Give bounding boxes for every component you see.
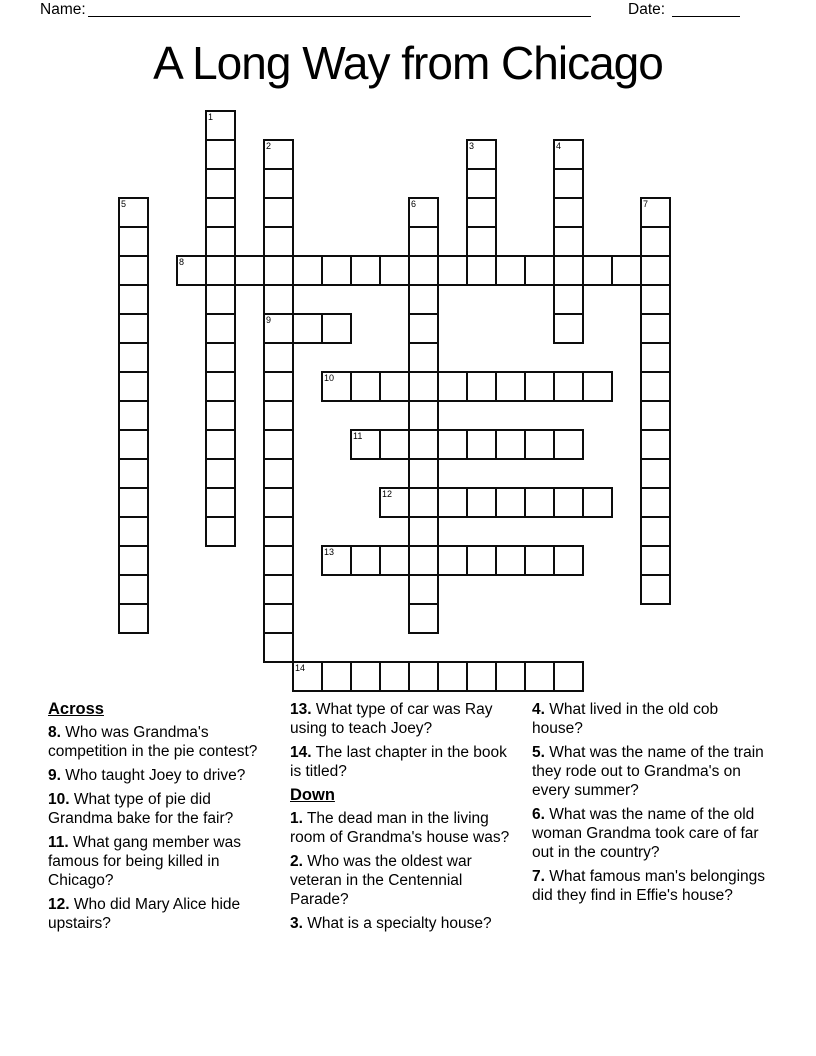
grid-clue-number: 2 [266, 141, 272, 151]
grid-cell[interactable] [350, 371, 381, 402]
grid-cell[interactable] [640, 313, 671, 344]
clue-text: What famous man's belongings did they find in Effie's house? [532, 868, 766, 904]
grid-cell[interactable] [263, 342, 294, 373]
clue-text: The dead man in the living room of Grandma's house was? [290, 810, 510, 846]
clue-item [48, 833, 279, 890]
grid-cell[interactable] [118, 516, 149, 547]
grid-cell[interactable] [640, 226, 671, 257]
grid-clue-number: 13 [324, 547, 335, 557]
grid-clue-number: 6 [411, 199, 417, 209]
grid-cell[interactable] [408, 516, 439, 547]
grid-cell[interactable] [553, 313, 584, 344]
clue-number: 1. [290, 810, 303, 827]
grid-cell[interactable] [495, 371, 526, 402]
down-heading: Down [290, 786, 335, 804]
grid-cell[interactable] [466, 661, 497, 692]
grid-clue-number: 9 [266, 315, 272, 325]
grid-cell[interactable] [408, 342, 439, 373]
grid-clue-number: 5 [121, 199, 127, 209]
grid-cell[interactable] [582, 487, 613, 518]
grid-cell[interactable] [408, 545, 439, 576]
clue-item [532, 743, 770, 800]
grid-cell[interactable] [495, 255, 526, 286]
name-label: Name: [40, 1, 86, 18]
grid-cell[interactable] [408, 429, 439, 460]
grid-cell[interactable] [553, 371, 584, 402]
clues-column-1 [48, 700, 279, 938]
grid-cell[interactable] [118, 371, 149, 402]
grid-cell[interactable] [437, 661, 468, 692]
grid-cell[interactable] [205, 197, 236, 228]
clue-number: 4. [532, 701, 545, 718]
clue-item [532, 700, 770, 738]
grid-cell[interactable] [466, 226, 497, 257]
grid-cell[interactable] [553, 255, 584, 286]
clue-item [48, 895, 279, 933]
grid-clue-number: 8 [179, 257, 185, 267]
grid-cell[interactable] [640, 342, 671, 373]
grid-cell[interactable] [524, 661, 555, 692]
grid-cell[interactable] [640, 574, 671, 605]
grid-cell[interactable] [466, 545, 497, 576]
name-fill-line[interactable] [88, 0, 591, 17]
grid-cell[interactable] [263, 429, 294, 460]
grid-cell[interactable] [205, 429, 236, 460]
grid-cell[interactable] [553, 168, 584, 199]
grid-cell[interactable] [466, 197, 497, 228]
date-fill-line[interactable] [672, 0, 740, 17]
clue-number: 12. [48, 896, 70, 913]
grid-cell[interactable] [466, 429, 497, 460]
clue-text: Who was Grandma's competition in the pie contest? [48, 724, 258, 760]
grid-cell[interactable] [408, 284, 439, 315]
grid-cell[interactable] [524, 545, 555, 576]
grid-cell[interactable] [408, 574, 439, 605]
grid-cell[interactable] [205, 168, 236, 199]
clue-item [290, 914, 516, 933]
grid-cell[interactable] [437, 429, 468, 460]
grid-cell[interactable] [263, 226, 294, 257]
grid-cell[interactable] [640, 371, 671, 402]
grid-cell[interactable] [263, 255, 294, 286]
grid-cell[interactable] [263, 284, 294, 315]
clue-text: What type of pie did Grandma bake for the fair? [48, 791, 234, 827]
grid-cell[interactable] [640, 255, 671, 286]
grid-clue-number: 11 [353, 431, 363, 441]
grid-clue-number: 1 [208, 112, 214, 122]
grid-cell[interactable] [118, 226, 149, 257]
grid-cell[interactable] [437, 371, 468, 402]
grid-cell[interactable] [205, 342, 236, 373]
grid-cell[interactable] [263, 197, 294, 228]
grid-cell[interactable] [205, 487, 236, 518]
grid-cell[interactable] [408, 226, 439, 257]
grid-cell[interactable] [263, 487, 294, 518]
clue-item [48, 790, 279, 828]
grid-cell[interactable] [582, 255, 613, 286]
grid-cell[interactable] [640, 487, 671, 518]
grid-cell[interactable] [263, 400, 294, 431]
clue-text: Who taught Joey to drive? [60, 767, 246, 784]
grid-clue-number: 12 [382, 489, 393, 499]
grid-cell[interactable] [118, 545, 149, 576]
clue-item [290, 809, 516, 847]
grid-cell[interactable] [205, 313, 236, 344]
grid-clue-number: 4 [556, 141, 562, 151]
grid-cell[interactable] [379, 371, 410, 402]
clue-number: 13. [290, 701, 312, 718]
grid-cell[interactable] [553, 429, 584, 460]
clue-item [290, 852, 516, 909]
grid-cell[interactable] [263, 545, 294, 576]
grid-cell[interactable] [466, 255, 497, 286]
clue-number: 8. [48, 724, 61, 741]
grid-cell[interactable] [263, 632, 294, 663]
clue-text: The last chapter in the book is titled? [290, 744, 507, 780]
clue-text: Who was the oldest war veteran in the Centennial Parade? [290, 853, 472, 908]
grid-cell[interactable] [408, 487, 439, 518]
grid-cell[interactable] [466, 371, 497, 402]
date-label: Date: [628, 1, 666, 18]
grid-cell[interactable] [553, 545, 584, 576]
grid-cell[interactable] [118, 429, 149, 460]
grid-cell[interactable] [321, 255, 352, 286]
grid-cell[interactable] [205, 226, 236, 257]
clue-number: 2. [290, 853, 303, 870]
clue-item [532, 867, 770, 905]
grid-cell[interactable] [379, 661, 410, 692]
grid-cell[interactable] [118, 487, 149, 518]
grid-cell[interactable] [408, 603, 439, 634]
grid-cell[interactable] [263, 516, 294, 547]
grid-cell[interactable] [118, 458, 149, 489]
grid-cell[interactable] [466, 487, 497, 518]
grid-cell[interactable] [408, 371, 439, 402]
grid-cell[interactable] [640, 400, 671, 431]
grid-cell[interactable] [611, 255, 642, 286]
clue-number: 5. [532, 744, 545, 761]
clues-column-2 [290, 700, 516, 938]
grid-cell[interactable] [118, 603, 149, 634]
grid-cell[interactable] [524, 487, 555, 518]
clue-item [532, 805, 770, 862]
grid-cell[interactable] [234, 255, 265, 286]
grid-clue-number: 3 [469, 141, 475, 151]
grid-cell[interactable] [437, 487, 468, 518]
grid-cell[interactable] [263, 168, 294, 199]
clue-item [290, 700, 516, 738]
grid-cell[interactable] [205, 400, 236, 431]
grid-cell[interactable] [640, 545, 671, 576]
grid-cell[interactable] [263, 574, 294, 605]
grid-cell[interactable] [263, 458, 294, 489]
clue-text: What was the name of the train they rode out to Grandma's on every summer? [532, 744, 764, 799]
clue-item [48, 766, 279, 785]
grid-cell[interactable] [495, 545, 526, 576]
grid-cell[interactable] [408, 313, 439, 344]
grid-cell[interactable] [205, 284, 236, 315]
grid-cell[interactable] [640, 429, 671, 460]
grid-cell[interactable] [408, 255, 439, 286]
grid-cell[interactable] [118, 574, 149, 605]
clue-number: 11. [48, 834, 69, 851]
across-heading: Across [48, 700, 104, 718]
grid-cell[interactable] [205, 139, 236, 170]
grid-cell[interactable] [553, 197, 584, 228]
grid-cell[interactable] [553, 661, 584, 692]
grid-cell[interactable] [350, 255, 381, 286]
clue-number: 6. [532, 806, 545, 823]
grid-cell[interactable] [350, 545, 381, 576]
clue-text: Who did Mary Alice hide upstairs? [48, 896, 241, 932]
crossword-grid [118, 110, 671, 692]
clue-number: 14. [290, 744, 312, 761]
grid-cell[interactable] [292, 313, 323, 344]
grid-cell[interactable] [205, 255, 236, 286]
grid-cell[interactable] [437, 255, 468, 286]
grid-cell[interactable] [118, 313, 149, 344]
grid-cell[interactable] [524, 371, 555, 402]
clue-text: What lived in the old cob house? [532, 701, 719, 737]
grid-cell[interactable] [495, 487, 526, 518]
clue-text: What type of car was Ray using to teach Joey? [290, 701, 493, 737]
page-title: A Long Way from Chicago [153, 37, 663, 89]
grid-clue-number: 14 [295, 663, 306, 673]
grid-cell[interactable] [118, 255, 149, 286]
grid-cell[interactable] [553, 226, 584, 257]
grid-cell[interactable] [495, 429, 526, 460]
grid-cell[interactable] [640, 516, 671, 547]
grid-cell[interactable] [553, 284, 584, 315]
clue-item [290, 743, 516, 781]
grid-cell[interactable] [350, 661, 381, 692]
clue-text: What was the name of the old woman Grandma took care of far out in the country? [532, 806, 759, 861]
grid-cell[interactable] [640, 458, 671, 489]
grid-cell[interactable] [118, 284, 149, 315]
grid-cell[interactable] [118, 400, 149, 431]
grid-cell[interactable] [466, 168, 497, 199]
grid-cell[interactable] [205, 371, 236, 402]
clue-number: 3. [290, 915, 303, 932]
grid-cell[interactable] [379, 255, 410, 286]
grid-cell[interactable] [495, 661, 526, 692]
clue-number: 9. [48, 767, 61, 784]
grid-cell[interactable] [582, 371, 613, 402]
grid-cell[interactable] [205, 516, 236, 547]
grid-cell[interactable] [118, 342, 149, 373]
grid-cell[interactable] [379, 545, 410, 576]
grid-cell[interactable] [437, 545, 468, 576]
grid-cell[interactable] [640, 284, 671, 315]
grid-clue-number: 10 [324, 373, 335, 383]
clue-number: 10. [48, 791, 70, 808]
grid-cell[interactable] [408, 661, 439, 692]
clue-text: What is a specialty house? [302, 915, 492, 932]
grid-cell[interactable] [408, 458, 439, 489]
clues-column-3 [532, 700, 770, 910]
grid-cell[interactable] [553, 487, 584, 518]
grid-cell[interactable] [524, 429, 555, 460]
clue-number: 7. [532, 868, 545, 885]
grid-cell[interactable] [379, 429, 410, 460]
clue-text: What gang member was famous for being killed in Chicago? [48, 834, 241, 889]
grid-cell[interactable] [263, 371, 294, 402]
grid-cell[interactable] [321, 661, 352, 692]
grid-cell[interactable] [292, 255, 323, 286]
grid-cell[interactable] [321, 313, 352, 344]
grid-cell[interactable] [263, 603, 294, 634]
grid-clue-number: 7 [643, 199, 649, 209]
clue-item [48, 723, 279, 761]
grid-cell[interactable] [524, 255, 555, 286]
grid-cell[interactable] [205, 458, 236, 489]
grid-cell[interactable] [408, 400, 439, 431]
